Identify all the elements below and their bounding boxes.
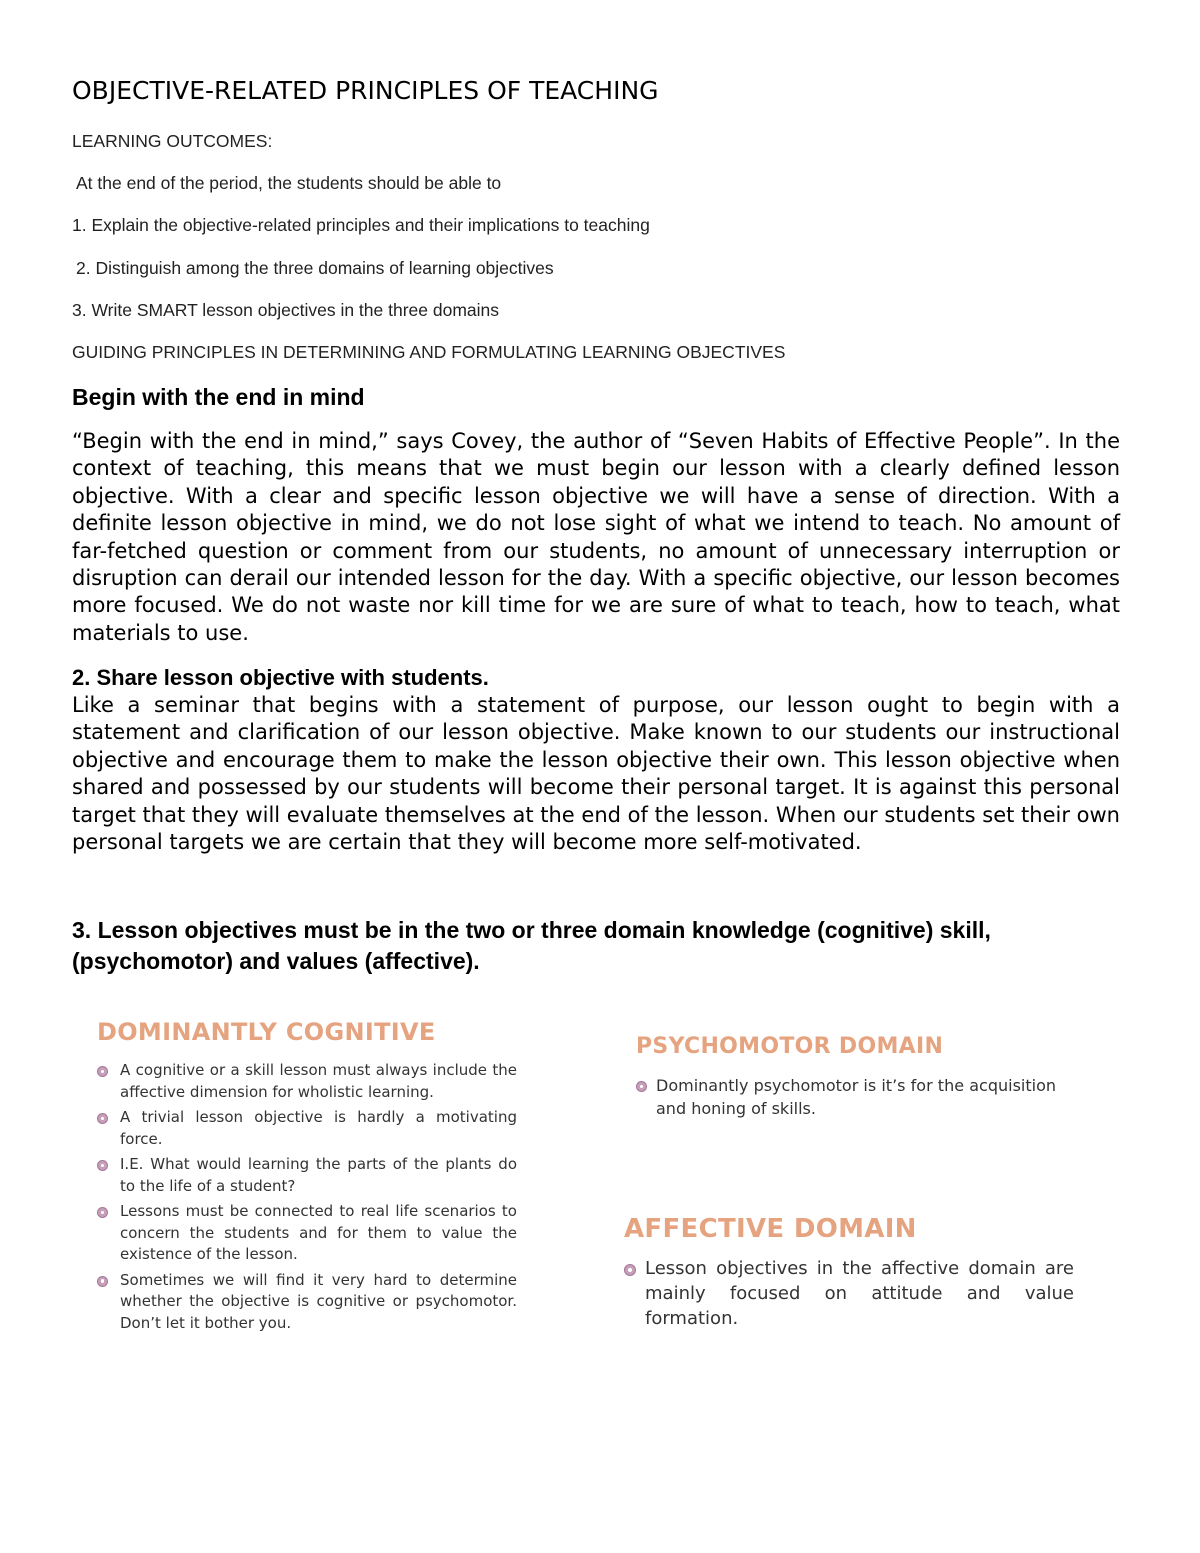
cognitive-list	[97, 1060, 517, 1334]
section1-heading: Begin with the end in mind	[72, 384, 365, 410]
section3-heading: 3. Lesson objectives must be in the two or three domain knowledge (cognitive) skill, (psychomotor) and values (affective).	[72, 917, 991, 974]
document-title: OBJECTIVE-RELATED PRINCIPLES OF TEACHING	[72, 76, 659, 105]
outcome-item-2: 2. Distinguish among the three domains of learning objectives	[76, 258, 554, 278]
learning-outcomes-intro: At the end of the period, the students should be able to	[76, 173, 502, 193]
cognitive-figure	[97, 1018, 517, 1338]
psychomotor-bullet-1	[636, 1074, 1056, 1120]
cognitive-bullet-text: A trivial lesson objective is hardly a motivating force.	[120, 1108, 517, 1148]
affective-heading: AFFECTIVE DOMAIN	[624, 1214, 917, 1244]
affective-bullet-1	[624, 1256, 1074, 1331]
psychomotor-list	[636, 1074, 1056, 1120]
learning-outcomes-heading: LEARNING OUTCOMES:	[72, 131, 273, 151]
psychomotor-figure	[636, 1034, 1056, 1120]
bullet-icon	[97, 1207, 108, 1218]
cognitive-bullet-text: Sometimes we will find it very hard to determine whether the objective is cognitive or psychomotor. Don’t let it bother you.	[120, 1270, 517, 1332]
cognitive-bullet-text: A cognitive or a skill lesson must always include the affective dimension for wholistic learning.	[120, 1061, 517, 1101]
cognitive-bullet-text: I.E. What would learning the parts of the plants do to the life of a student?	[120, 1155, 517, 1195]
section2-heading: 2. Share lesson objective with students.	[72, 665, 489, 690]
outcome-item-1: 1. Explain the objective-related principles and their implications to teaching	[72, 215, 650, 235]
bullet-icon	[97, 1160, 108, 1171]
cognitive-bullet-2	[97, 1107, 517, 1150]
affective-bullet-text: Lesson objectives in the affective domain are mainly focused on attitude and value formation.	[645, 1258, 1074, 1329]
cognitive-bullet-3	[97, 1154, 517, 1197]
cognitive-bullet-4	[97, 1201, 517, 1266]
section1-body: “Begin with the end in mind,” says Covey, the author of “Seven Habits of Effective People”. In the context of teaching, this means that we must begin our lesson with a clearly defined lesson objective. With a clear and specific lesson objective we will have a sense of direction. With a definite lesson objective in mind, we do not lose sight of what we intend to teach. No amount of far-fetched question or comment from our students, no amount of unnecessary interruption or disruption can derail our intended lesson for the day. With a specific objective, our lesson becomes more focused. We do not waste nor kill time for we are sure of what to teach, how to teach, what materials to use.	[72, 429, 1120, 645]
bullet-icon	[97, 1113, 108, 1124]
affective-list	[624, 1256, 1074, 1331]
bullet-icon	[624, 1264, 636, 1276]
cognitive-heading: DOMINANTLY COGNITIVE	[97, 1018, 436, 1046]
section2-body: Like a seminar that begins with a statement of purpose, our lesson ought to begin with a statement and clarification of our lesson objective. Make known to our students our instructional objective and encourage them to make the lesson objective their own. This lesson objective when shared and possessed by our students will become their personal target. It is against this personal target that they will evaluate themselves at the end of the lesson. When our students set their own personal targets we are certain that they will become more self-motivated.	[72, 693, 1120, 855]
cognitive-bullet-5	[97, 1270, 517, 1335]
affective-figure	[624, 1214, 1074, 1331]
bullet-icon	[97, 1066, 108, 1077]
psychomotor-bullet-text: Dominantly psychomotor is it’s for the acquisition and honing of skills.	[656, 1076, 1056, 1118]
cognitive-bullet-text: Lessons must be connected to real life scenarios to concern the students and for them to value the existence of the lesson.	[120, 1202, 517, 1263]
bullet-icon	[636, 1081, 647, 1092]
cognitive-bullet-1	[97, 1060, 517, 1103]
bullet-icon	[97, 1276, 108, 1287]
guiding-principles-heading: GUIDING PRINCIPLES IN DETERMINING AND FORMULATING LEARNING OBJECTIVES	[72, 342, 786, 362]
outcome-item-3: 3. Write SMART lesson objectives in the three domains	[72, 300, 500, 320]
psychomotor-heading: PSYCHOMOTOR DOMAIN	[636, 1034, 944, 1059]
